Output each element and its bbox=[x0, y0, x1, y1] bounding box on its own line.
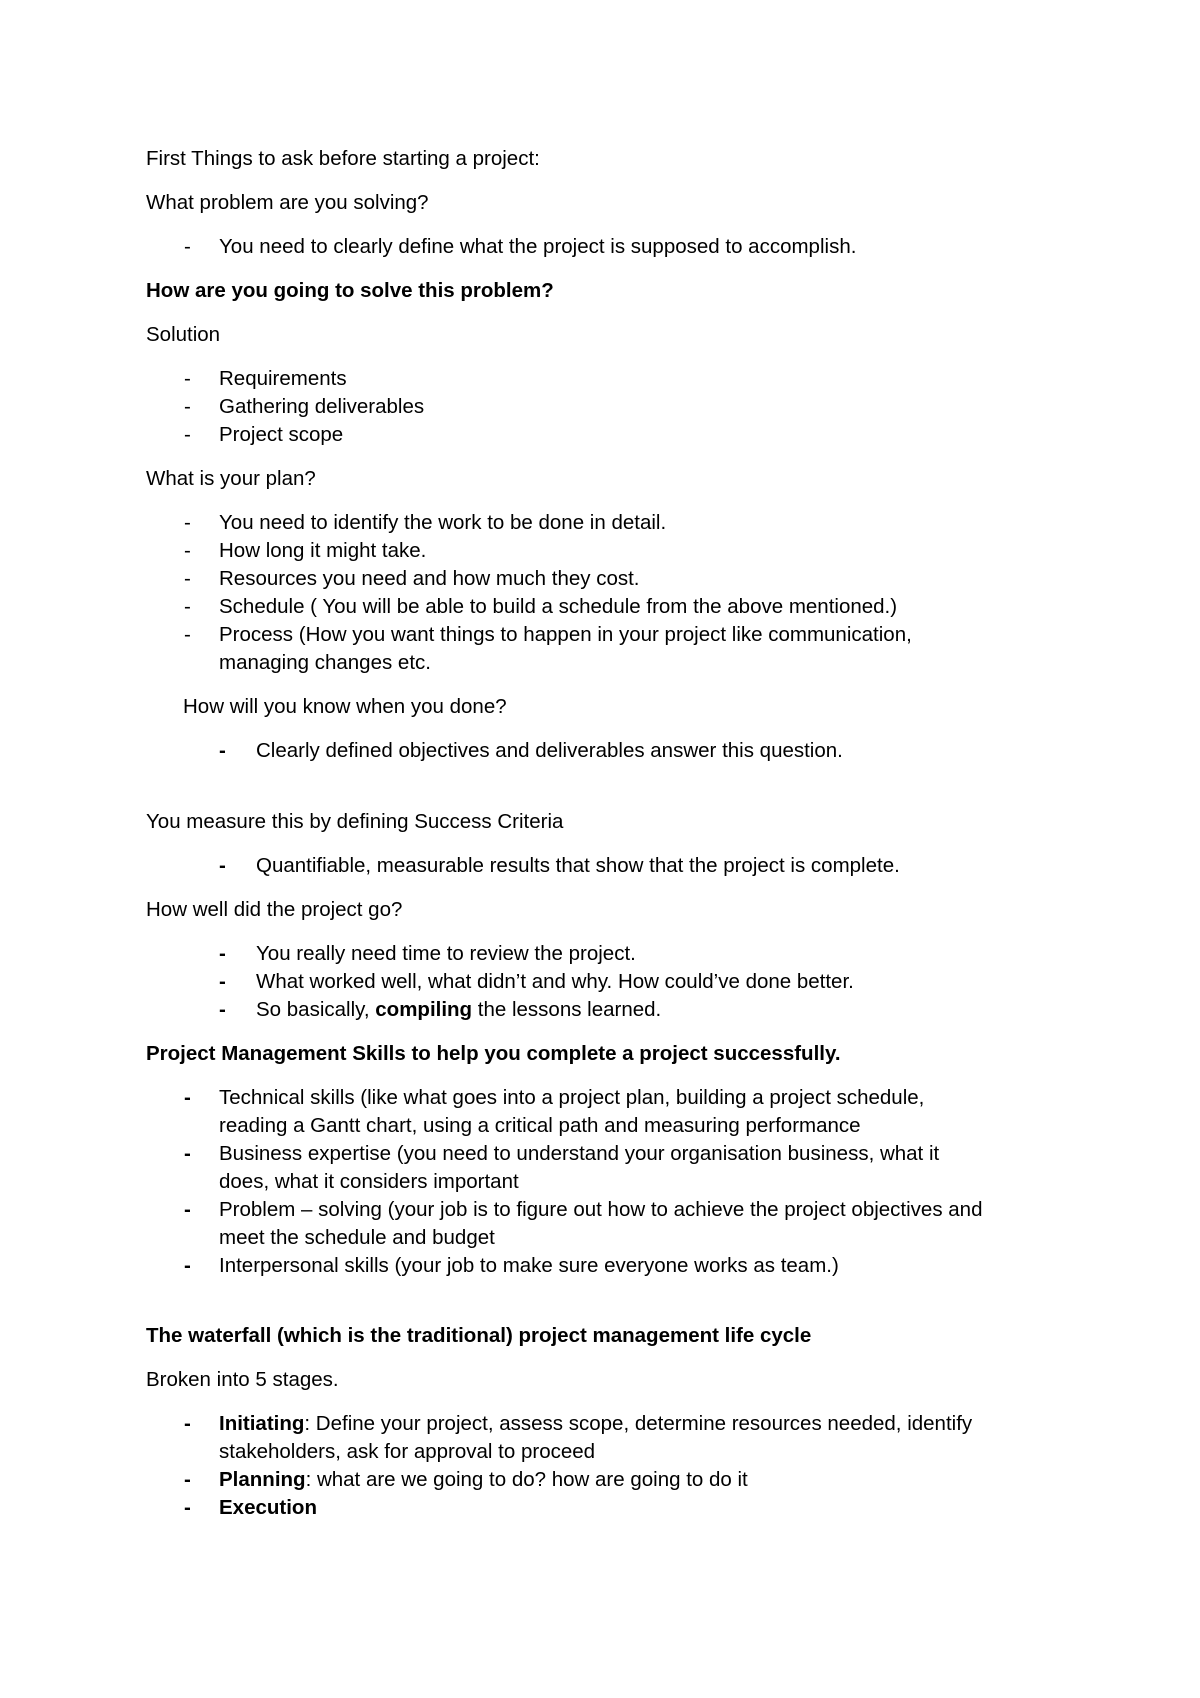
stage-text: : Define your project, assess scope, determine resources needed, identify bbox=[304, 1412, 973, 1435]
heading-waterfall: The waterfall (which is the traditional) project management life cycle bbox=[146, 1324, 812, 1347]
bullet-dash: - bbox=[184, 595, 191, 618]
bullet-dash: - bbox=[184, 1086, 191, 1109]
bullet-dash: - bbox=[219, 739, 226, 762]
list-item-continuation: reading a Gantt chart, using a critical path and measuring performance bbox=[219, 1114, 861, 1137]
bullet-dash: - bbox=[184, 395, 191, 418]
bullet-dash: - bbox=[219, 942, 226, 965]
intro-line: First Things to ask before starting a project: bbox=[146, 147, 540, 170]
list-item bbox=[256, 996, 661, 1024]
stage-term: Initiating bbox=[219, 1412, 305, 1435]
list-item-text: So basically, bbox=[256, 998, 376, 1021]
bullet-dash: - bbox=[184, 623, 191, 646]
heading-skills: Project Management Skills to help you complete a project successfully. bbox=[146, 1042, 841, 1065]
list-item: Problem – solving (your job is to figure out how to achieve the project objectives and bbox=[219, 1198, 983, 1221]
list-item: Requirements bbox=[219, 367, 347, 390]
bullet-dash: - bbox=[184, 1142, 191, 1165]
list-item-continuation: stakeholders, ask for approval to proceed bbox=[219, 1440, 596, 1463]
bullet-dash: - bbox=[184, 235, 191, 258]
list-item: You need to identify the work to be done in detail. bbox=[219, 511, 667, 534]
bullet-dash: - bbox=[184, 423, 191, 446]
list-item: Schedule ( You will be able to build a schedule from the above mentioned.) bbox=[219, 595, 898, 618]
heading-solve: How are you going to solve this problem? bbox=[146, 279, 554, 302]
list-item: Interpersonal skills (your job to make sure everyone works as team.) bbox=[219, 1254, 839, 1277]
list-item: Resources you need and how much they cost. bbox=[219, 567, 640, 590]
stage-term: Execution bbox=[219, 1496, 317, 1519]
bullet-dash: - bbox=[184, 1412, 191, 1435]
list-item-continuation: meet the schedule and budget bbox=[219, 1226, 495, 1249]
bullet-dash: - bbox=[184, 1496, 191, 1519]
list-item: How long it might take. bbox=[219, 539, 427, 562]
stages-intro: Broken into 5 stages. bbox=[146, 1368, 339, 1391]
list-item bbox=[219, 1410, 972, 1438]
list-item: Business expertise (you need to understand your organisation business, what it bbox=[219, 1142, 940, 1165]
list-item: You really need time to review the project. bbox=[256, 942, 636, 965]
question-problem: What problem are you solving? bbox=[146, 191, 429, 214]
list-item bbox=[219, 1494, 317, 1522]
bullet-dash: - bbox=[184, 1198, 191, 1221]
list-item: Project scope bbox=[219, 423, 344, 446]
list-item: Clearly defined objectives and deliverables answer this question. bbox=[256, 739, 843, 762]
bullet-dash: - bbox=[219, 998, 226, 1021]
stage-term: Planning bbox=[219, 1468, 306, 1491]
bullet-dash: - bbox=[184, 1468, 191, 1491]
bullet-dash: - bbox=[184, 567, 191, 590]
bullet-dash: - bbox=[184, 511, 191, 534]
bullet-dash: - bbox=[219, 854, 226, 877]
question-plan: What is your plan? bbox=[146, 467, 316, 490]
list-item: Process (How you want things to happen in your project like communication, bbox=[219, 623, 912, 646]
list-item: Gathering deliverables bbox=[219, 395, 425, 418]
list-item-continuation: managing changes etc. bbox=[219, 651, 431, 674]
list-item: You need to clearly define what the project is supposed to accomplish. bbox=[219, 235, 857, 258]
list-item: Technical skills (like what goes into a project plan, building a project schedule, bbox=[219, 1086, 925, 1109]
list-item-text: the lessons learned. bbox=[472, 998, 662, 1021]
list-item: Quantifiable, measurable results that show that the project is complete. bbox=[256, 854, 900, 877]
bullet-dash: - bbox=[184, 539, 191, 562]
question-how-well: How well did the project go? bbox=[146, 898, 403, 921]
solution-label: Solution bbox=[146, 323, 221, 346]
bullet-dash: - bbox=[219, 970, 226, 993]
question-done: How will you know when you done? bbox=[183, 695, 507, 718]
emphasis-compiling: compiling bbox=[375, 998, 473, 1021]
bullet-dash: - bbox=[184, 1254, 191, 1277]
measure-line: You measure this by defining Success Criteria bbox=[146, 810, 564, 833]
list-item-continuation: does, what it considers important bbox=[219, 1170, 519, 1193]
list-item: What worked well, what didn’t and why. How could’ve done better. bbox=[256, 970, 854, 993]
bullet-dash: - bbox=[184, 367, 191, 390]
stage-text: : what are we going to do? how are going to do it bbox=[305, 1468, 748, 1491]
list-item bbox=[219, 1466, 748, 1494]
